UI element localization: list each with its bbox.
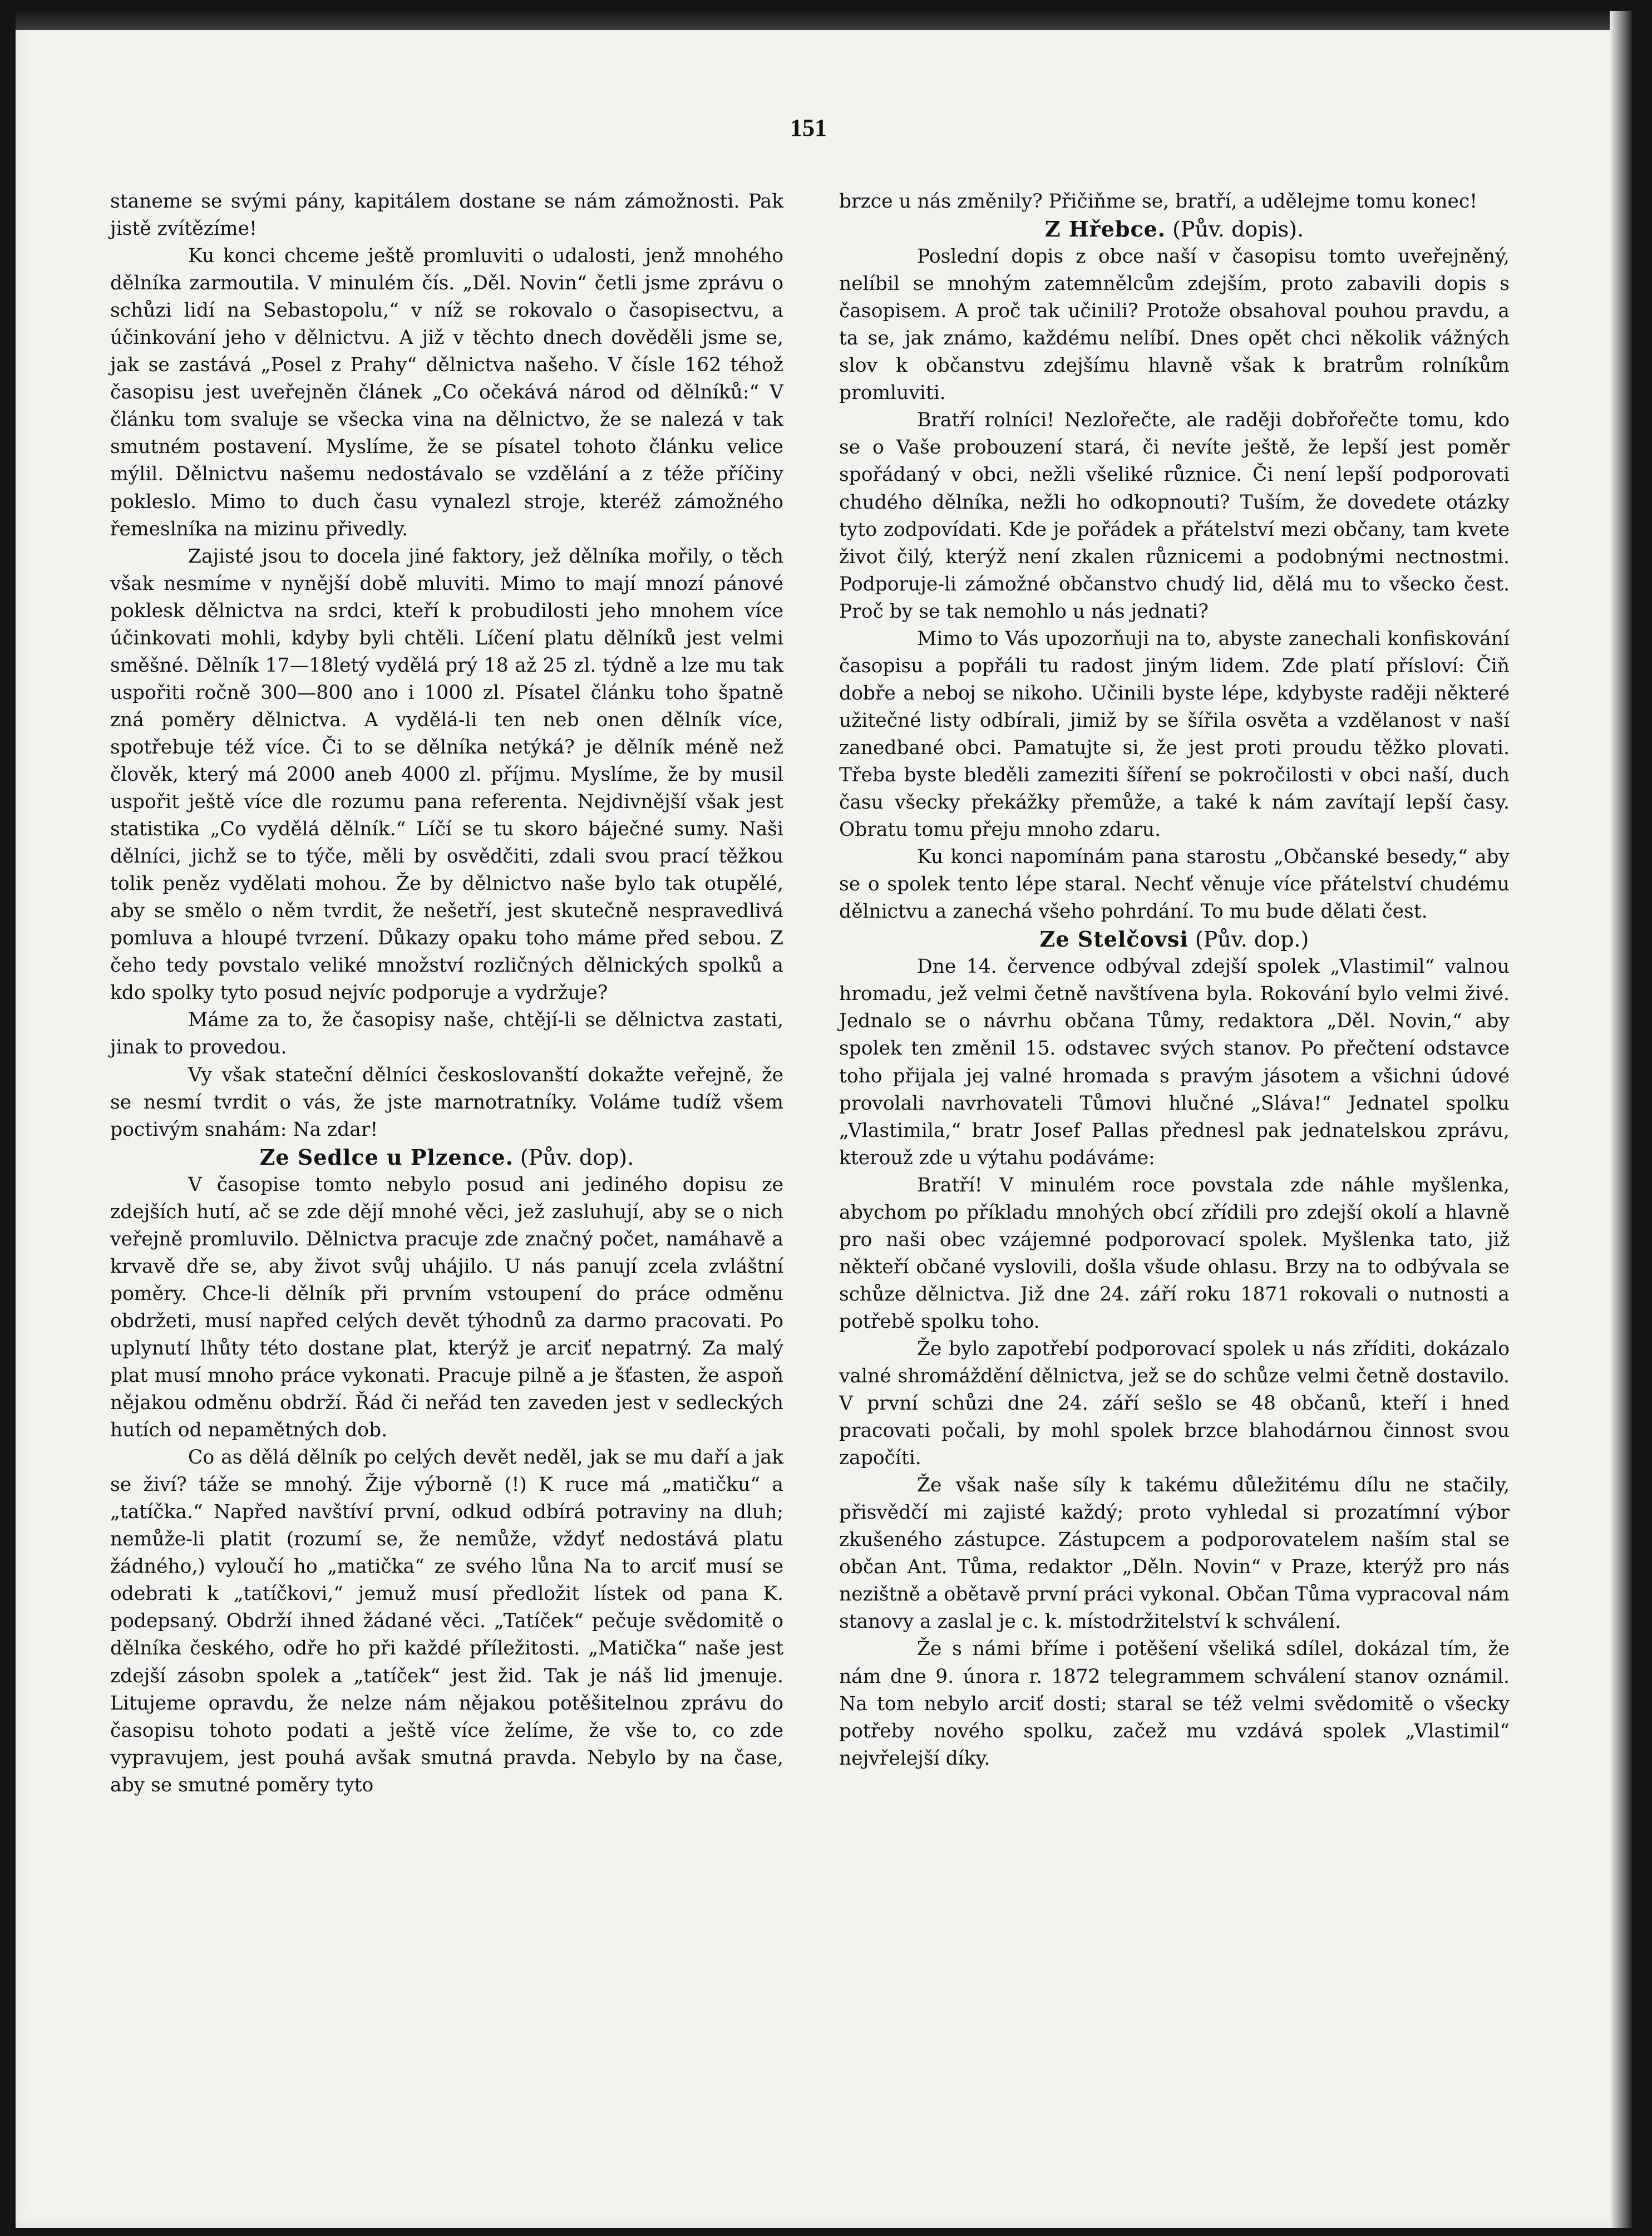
paragraph: brzce u nás změnily? Přičiňme se, bratří, a udělejme tomu konec! <box>839 190 1478 213</box>
paragraph: Poslední dopis z obce naší v časopisu tomto uveřejněný, nelíbil se mnohým zatemnělcům zdejším, proto zabavili dopis s časopisem. A proč tak učinili? Protože obsahoval pouhou pravdu, a ta se, jak známo, každému nelíbí. Dnes opět chci několik vážných slov k občanstvu zdejšímu hlavně však k bratrům rolníkům promluviti. <box>839 245 1510 405</box>
heading-title: Ze Sedlce u Plzence. <box>259 1144 514 1170</box>
paragraph: Že s námi bříme i potěšení všeliká sdílel, dokázal tím, že nám dne 9. února r. 1872 telegrammem schválení stanov oznámil. Na tom nebylo arciť dosti; staral se též velmi svědomitě o všecky potřeby nového spolku, začež mu vzdává spolek „Vlastimil“ nejvřelejší díky. <box>839 1638 1510 1770</box>
paragraph: Máme za to, že časopisy naše, chtějí-li se dělnictva zastati, jinak to provedou. <box>110 1009 783 1059</box>
paragraph: Ku konci chceme ještě promluviti o udalosti, jenž mnohého dělníka zarmoutila. V minulém čís. „Děl. Novin“ četli jsme zprávu o schůzi lidí na Sebastopolu,“ v níž se rokovalo o časopisectvu, a účinkování jeho v dělnictvu. A již v těchto dnech dověděli jsme se, jak se zastává „Posel z Prahy“ dělnictva našeho. V čísle 162 téhož časopisu jest uveřejněn článek „Co očekává národ od dělníků:“ V článku tom svaluje se všecka vina na dělnictvo, že se nalezá v tak smutném postavení. Myslíme, že se písatel tohoto článku velice mýlil. Dělnictvu našemu nedostávalo se vzdělání a z téže příčiny pokleslo. Mimo to duch času vynalezl stroje, kteréž zámožného řemeslníka na mizinu přivedly. <box>110 245 783 540</box>
paragraph: Že však naše síly k takému důležitému dílu ne stačily, přisvědčí mi zajisté každý; proto vyhledal si prozatímní výbor zkušeného zástupce. Zástupcem a podporovatelem naším stal se občan Ant. Tůma, redaktor „Děln. Novin“ v Praze, kterýž pro nás nezištně a obětavě první práci vykonal. Občan Tůma vypracoval nám stanovy a zaslal je c. k. místodržitelství k schválení. <box>839 1474 1510 1633</box>
right-column <box>839 188 1510 1772</box>
newspaper-page <box>16 11 1632 2228</box>
heading-title: Ze Stelčovsi <box>1039 927 1189 952</box>
paragraph: Bratří! V minulém roce povstala zde náhle myšlenka, abychom po příkladu mnohých obcí zřídili pro zdejší okolí a hlavně pro naši obec vzájemné podporovací spolek. Myšlenka tato, již někteří občané vyslovili, došla všude ohlasu. Brzy na to odbývala se schůze dělnictva. Již dne 24. září roku 1871 rokovali o nutnosti a potřebě spolku toho. <box>839 1174 1510 1333</box>
scan-border-top <box>16 11 1632 30</box>
paragraph: Co as dělá dělník po celých devět neděl, jak se mu daří a jak se živí? táže se mnohý. Žije výborně (!) K ruce má „matičku“ a „tatíčka.“ Napřed navštíví první, odkud odbírá potraviny na dluh; nemůže-li platit (rozumí se, že nemůže, vždyť nedostává platu žádného,) vyloučí ho „matička“ ze svého lůna Na to arciť musí se odebrati k „tatíčkovi,“ jemuž musí předložit lístek od pana K. podepsaný. Obdrží ihned žádané věci. „Tatíček“ pečuje svědomitě o dělníka českého, odře ho při každé příležitosti. „Matička“ naše jest zdejší zásobn spolek a „tatíček“ jest žid. Tak je náš lid jmenuje. Litujeme opravdu, že nelze nám nějakou potěšitelnou zprávu do časopisu tohoto podati a ještě více želíme, že vše to, co zde vypravujem, jest pouhá avšak smutná pravda. Nebylo by na čase, aby se smutné poměry tyto <box>110 1446 783 1796</box>
paragraph: Vy však stateční dělníci českoslovanští dokažte veřejně, že se nesmí tvrdit o vás, že jste marnotratníky. Voláme tudíž všem poctivým snahám: Na zdar! <box>110 1063 783 1141</box>
section-heading-stelcovsi <box>839 925 1510 953</box>
paragraph: Mimo to Vás upozorňuji na to, abyste zanechali konfiskování časopisu a popřáli tu radost jiným lidem. Zde platí přísloví: Čiň dobře a neboj se nikoho. Učinili byste lépe, kdybyste raději některé užitečné listy odbírali, jimiž by se šířila osvěta a vzdělanost v naší zanedbané obci. Pamatujte si, že jest proti proudu těžko plovati. Třeba byste bleděli zameziti šíření se pokročilosti v obci naší, duch času všecky překážky přemůže, a také k nám zavítají lepší časy. Obratu tomu přeju mnoho zdaru. <box>839 627 1510 841</box>
section-heading-sedlec <box>110 1144 783 1171</box>
heading-source: (Pův. dopis). <box>1172 217 1304 242</box>
paragraph: Ku konci napomínám pana starostu „Občanské besedy,“ aby se o spolek tento lépe staral. Nechť věnuje více přátelství chudému dělnictvu a zanechá všeho pohrdání. To mu bude dělati čest. <box>839 846 1510 923</box>
heading-source: (Pův. dop). <box>520 1145 634 1170</box>
heading-title: Z Hřebce. <box>1044 216 1166 242</box>
paragraph: V časopise tomto nebylo posud ani jediného dopisu ze zdejších hutí, ač se zde dějí mnohé věci, jež zasluhují, aby se o nich veřejně promluvilo. Dělnictva pracuje zde značný počet, namáhavě a krvavě dře se, aby život svůj uhájilo. U nás panují zcela zvláštní poměry. Chce-li dělník při prvním vstoupení do práce odměnu obdržeti, musí napřed celých devět týhodnů za darmo pracovati. Po uplynutí lhůty této dostane plat, kterýž je arciť nepatrný. Za malý plat musí mnoho práce vykonati. Pracuje pilně a je šťasten, že aspoň nějakou odměnu obdrží. Řád či neřád ten zaveden jest v sedleckých hutích od nepamětných dob. <box>110 1173 783 1442</box>
scan-border-right <box>1610 11 1632 2228</box>
paragraph: Že bylo zapotřebí podporovací spolek u nás zříditi, dokázalo valné shromáždění dělnictva, jež se do schůze velmi četně dostavilo. V první schůzi dne 24. září sešlo se 48 občanů, kteří i hned pracovati počali, by mohl spolek brzce blahodárnou činnost svou započíti. <box>839 1337 1510 1470</box>
left-column <box>110 188 783 1799</box>
section-heading-hrebec <box>839 215 1510 243</box>
heading-source: (Pův. dop.) <box>1195 927 1309 952</box>
page-number: 151 <box>790 114 827 141</box>
paragraph: Dne 14. července odbýval zdejší spolek „Vlastimil“ valnou hromadu, jež velmi četně navštívena byla. Rokování bylo velmi živé. Jednalo se o návrhu občana Tůmy, redaktora „Děl. Novin,“ aby spolek ten změnil 15. odstavec svých stanov. Po přečtení odstavce toho přijala jej valné hromada s pravým jásotem a všichni údové provolali navrhovateli Tůmovi hlučné „Sláva!“ Jednatel spolku „Vlastimila,“ bratr Josef Pallas přednesl pak jednatelskou zprávu, kterouž zde u výtahu podáváme: <box>839 956 1510 1169</box>
paragraph: Zajisté jsou to docela jiné faktory, jež dělníka mořily, o těch však nesmíme v nynější době mluviti. Mimo to mají mnozí pánové poklesk dělnictva na srdci, kteří k probudilosti jeho mnohem více účinkovati mohli, kdyby byli chtěli. Líčení platu dělníků jest velmi směšné. Dělník 17—18letý vydělá prý 18 až 25 zl. týdně a lze mu tak uspořiti ročně 300—800 ano i 1000 zl. Písatel článku toho špatně zná poměry dělnictva. A vydělá-li ten neb onen dělník více, spotřebuje též více. Či to se dělníka netýká? je dělník méně než člověk, který má 2000 aneb 4000 zl. příjmu. Myslíme, že by musil uspořit ještě více dle rozumu pana referenta. Nejdivnější však jest statistika „Co vydělá dělník.“ Líčí se tu skoro báječné sumy. Naši dělníci, jichž se to týče, měli by osvědčiti, zdali svou prací těžkou tolik peněz vydělati mohou. Že by dělnictvo naše bylo tak otupělé, aby se smělo o něm tvrdit, že nešetří, jest skutečně nespravedlivá pomluva a hloupé tvrzení. Důkazy opaku toho máme před sebou. Z čeho tedy povstalo veliké množství rozličných dělnických spolků a kdo spolky tyto posud nejvíc podporuje a vydržuje? <box>110 545 783 1004</box>
paragraph: Bratří rolníci! Nezlořečte, ale raději dobřořečte tomu, kdo se o Vaše probouzení stará, či nevíte ještě, že lepší jest poměr spořádaný v obci, nežli všeliké různice. Či není lepší podporovati chudého dělníka, nežli ho odkopnouti? Tuším, že dovedete otázky tyto zodpovídati. Kde je pořádek a přátelství mezi občany, tam kvete život čilý, kterýž není zkalen různicemi a podobnými nectnostmi. Podporuje-li zámožné občanstvo chudý lid, dělá mu to všecko čest. Proč by se tak nemohlo u nás jednati? <box>839 409 1510 623</box>
paragraph: staneme se svými pány, kapitálem dostane se nám zámožnosti. Pak jistě zvítězíme! <box>110 190 783 240</box>
